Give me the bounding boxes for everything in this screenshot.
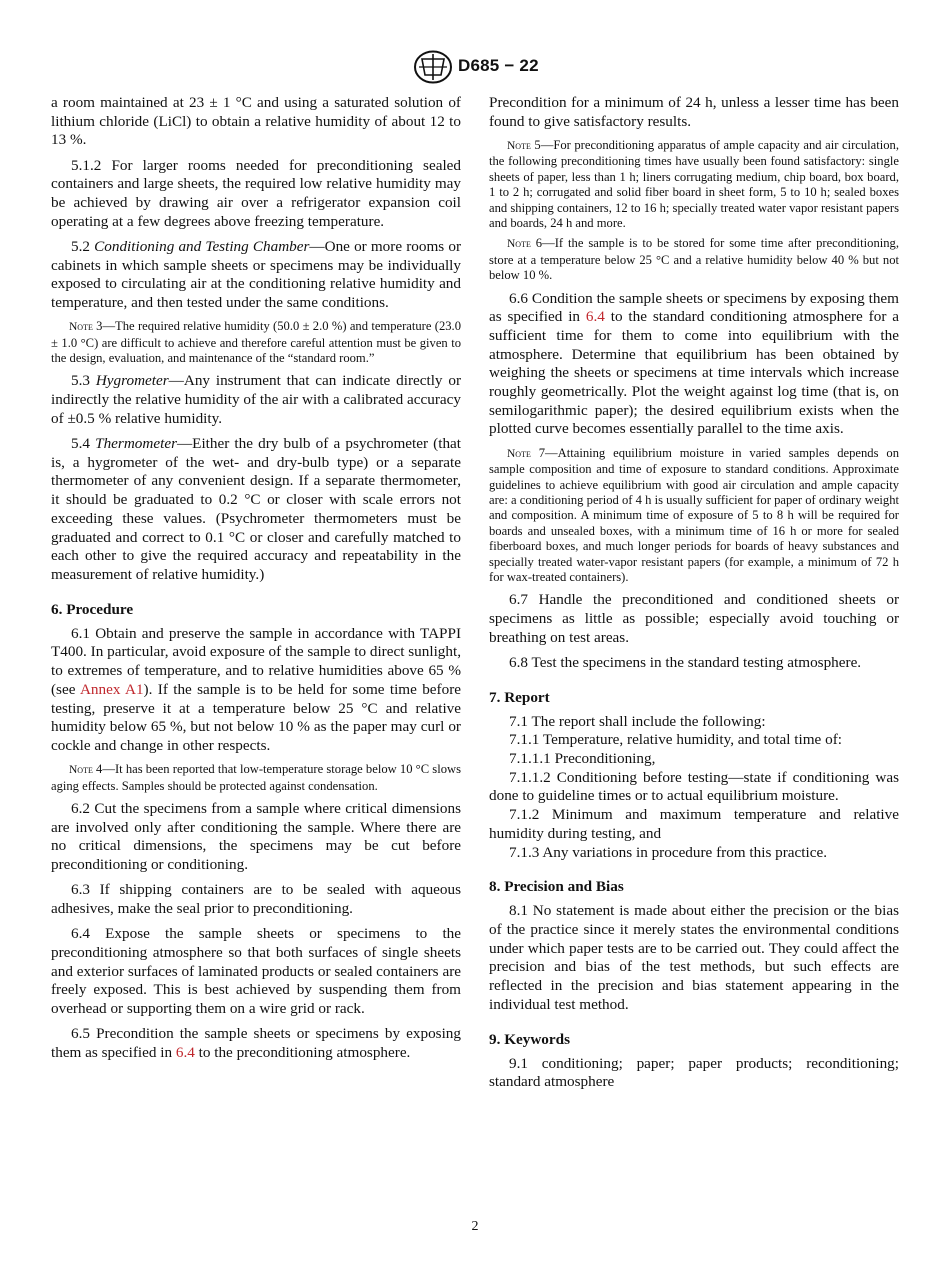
right-column (489, 94, 899, 1098)
note-6 (489, 236, 899, 283)
left-column (51, 94, 461, 1069)
paragraph-8-1: 8.1 No statement is made about either the precision or the bias of the practice since it merely states the environmental conditions under which paper tests are to be carried out. They could affect the precision and bias of the test methods, but such effects are reflected in the precision and bias statement appearing in the individual test method. (489, 902, 899, 1013)
paragraph-7-1-1-1: 7.1.1.1 Preconditioning, (509, 750, 656, 768)
paragraph-7-1-2: 7.1.2 Minimum and maximum temperature and relative humidity during testing, and (489, 806, 899, 842)
paragraph-9-1: 9.1 conditioning; paper; paper products; reconditioning; standard atmosphere (489, 1054, 899, 1091)
paragraph-5-3 (51, 372, 461, 428)
note-5 (489, 138, 899, 231)
paragraph-5-2 (51, 238, 461, 313)
paragraph-7-1-1: 7.1.1 Temperature, relative humidity, and total time of: (509, 731, 842, 749)
document-designation: D685 − 22 (458, 56, 539, 75)
note-text: 4—It has been reported that low-temperature storage below 10 °C slows aging effects. Samples should be protected against condensation. (51, 762, 461, 793)
note-3 (51, 319, 461, 366)
note-label: Note (507, 139, 531, 152)
note-text: 5—For preconditioning apparatus of ample capacity and air circulation, the following preconditioning times have usually been found satisfactory: single sheets of paper, less than 1 h; liners corrugating medium, chip board, box board, 1 to 2 h; corrugated and solid fiber board in sheet form, 5 to 10 h; sealed boxes and shipping containers, 12 to 16 h; specially treated water vapor resistant papers and boards, 24 h and more. (489, 137, 899, 230)
note-4 (51, 762, 461, 794)
section-number: 5.3 (71, 372, 96, 390)
paragraph-6-7: 6.7 Handle the preconditioned and conditioned sheets or specimens as little as possible; especially avoid touching or breathing on test areas. (489, 591, 899, 646)
section-6-4-link[interactable]: 6.4 (175, 1043, 195, 1061)
note-text: 3—The required relative humidity (50.0 ± 2.0 %) and temperature (23.0 ± 1.0 °C) are difficult to achieve and therefore careful attention must be given to the design, evaluation, and maintenance of the “standard room.” (51, 319, 461, 366)
section-number: 5.2 (71, 237, 95, 255)
paragraph-5-1-2: 5.1.2 For larger rooms needed for preconditioning sealed containers and large sheets, the required low relative humidity may be achieved by drawing air over a refrigerator expansion coil operating at a few degrees above freezing temperature. (51, 156, 461, 230)
note-text: 7—Attaining equilibrium moisture in varied samples depends on sample composition and time of exposure to standard conditions. Approximate guidelines to achieve equilibrium with good air circulation and ample capacity are: a conditioning period of 4 h is usually sufficient for paper of ordinary weight and composition. A minimum time of exposure of 5 to 8 h will be required for boards and unsealed boxes, with a minimum time of 16 h or more for sealed fiberboard boxes, and much longer periods for boards of heavy substances and specially treated water-vapor resistant papers (for example, a minimum of 72 h for wax-treated containers). (489, 445, 899, 584)
section-number: 5.4 (71, 435, 96, 453)
paragraph-6-3: 6.3 If shipping containers are to be sealed with aqueous adhesives, make the seal prior to preconditioning. (51, 881, 461, 917)
term-hygrometer: Hygrometer (95, 372, 169, 390)
page-header (0, 50, 950, 86)
section-heading-procedure: 6. Procedure (51, 600, 134, 618)
paragraph-text: —Either the dry bulb of a psychrometer (that is, a hygrometer of the wet- and dry-bulb type) or a separate thermometer of any convenient design. If a separate thermometer, it should be graduated to 0.2 °C or closer with scale errors not exceeding these values. (Psychrometer thermometers must be graduated and correct to 0.1 °C or closer and carefully matched to each other to give the required accuracy and repeatability in the measurement of relative humidity.) (51, 435, 461, 583)
paragraph-6-6: 6.6 Condition the sample sheets or specimens by exposing them as specified in 6.4 to the standard conditioning atmosphere for a sufficient time for them to come into equilibrium with the atmosphere. Determine that equilibrium has been obtained by weighing the sheets or specimens at time intervals which increase roughly geometrically. Plot the weight against log time (that is, on semilogarithmic paper); the desired equilibrium exists when the plotted curve becomes essentially parallel to the time axis. (489, 289, 899, 438)
note-label: Note (69, 321, 93, 334)
paragraph-6-2: 6.2 Cut the specimens from a sample where critical dimensions are involved only after conditioning the sample. Where there are no critical dimensions, the specimens may be cut before preconditioning or conditioning. (51, 799, 461, 874)
section-heading-precision-bias: 8. Precision and Bias (489, 878, 624, 896)
page-number: 2 (471, 1219, 479, 1234)
section-heading-keywords: 9. Keywords (489, 1030, 570, 1048)
paragraph-7-1-3: 7.1.3 Any variations in procedure from this practice. (509, 843, 828, 861)
section-heading-report: 7. Report (489, 688, 550, 706)
paragraph-7-1: 7.1 The report shall include the following: (509, 712, 766, 730)
note-text: 6—If the sample is to be stored for some time after preconditioning, store at a temperature below 25 °C and a relative humidity below 40 % but not below 10 %. (489, 236, 899, 283)
paragraph-6-8: 6.8 Test the specimens in the standard testing atmosphere. (509, 653, 862, 671)
paragraph-continuation: Precondition for a minimum of 24 h, unless a lesser time has been found to give satisfactory results. (489, 94, 899, 130)
term-conditioning-chamber: Conditioning and Testing Chamber (94, 237, 310, 255)
paragraph-6-1: 6.1 Obtain and preserve the sample in accordance with TAPPI T400. In particular, avoid exposure of the sample to direct sunlight, to extremes of temperature, and to relative humidities above 65 % (see Annex A1). If the sample is to be held for some time before testing, preserve it at a temperature below 25 °C and relative humidity below 65 %, but not below 10 % as the paper may curl or cockle and change in other respects. (51, 624, 461, 754)
annex-a1-link[interactable]: Annex A1 (79, 680, 144, 698)
paragraph-7-1-1-2: 7.1.1.2 Conditioning before testing—state if conditioning was done to guideline times or to actual equilibrium moisture. (489, 768, 899, 805)
note-label: Note (69, 764, 93, 777)
note-label: Note (507, 238, 531, 251)
term-thermometer: Thermometer (95, 435, 177, 453)
paragraph-continuation: a room maintained at 23 ± 1 °C and using a saturated solution of lithium chloride (LiCl) to obtain a relative humidity of about 12 to 13 %. (51, 94, 461, 149)
note-7 (489, 446, 899, 586)
paragraph-6-4: 6.4 Expose the sample sheets or specimens to the preconditioning atmosphere so that both surfaces of single sheets and exterior surfaces of laminated products or sealed containers are freely exposed. This is best achieved by suspending them from overhead or supporting them on a wire grid or rack. (51, 925, 461, 1017)
astm-logo-icon (413, 50, 453, 84)
section-6-4-link[interactable]: 6.4 (585, 308, 605, 326)
note-label: Note (507, 447, 531, 460)
paragraph-5-4 (51, 435, 461, 585)
paragraph-6-5: 6.5 Precondition the sample sheets or specimens by exposing them as specified in 6.4 to the preconditioning atmosphere. (51, 1025, 461, 1061)
paragraph-text: —Any instrument that can indicate directly or indirectly the relative humidity of the air with a calibrated accuracy of ±0.5 % relative humidity. (51, 372, 462, 427)
paragraph-text: —One or more rooms or cabinets in which sample sheets or specimens may be individually exposed to circulating air at the conditioning relative humidity and temperature, and then tested under the same conditions. (51, 237, 462, 312)
